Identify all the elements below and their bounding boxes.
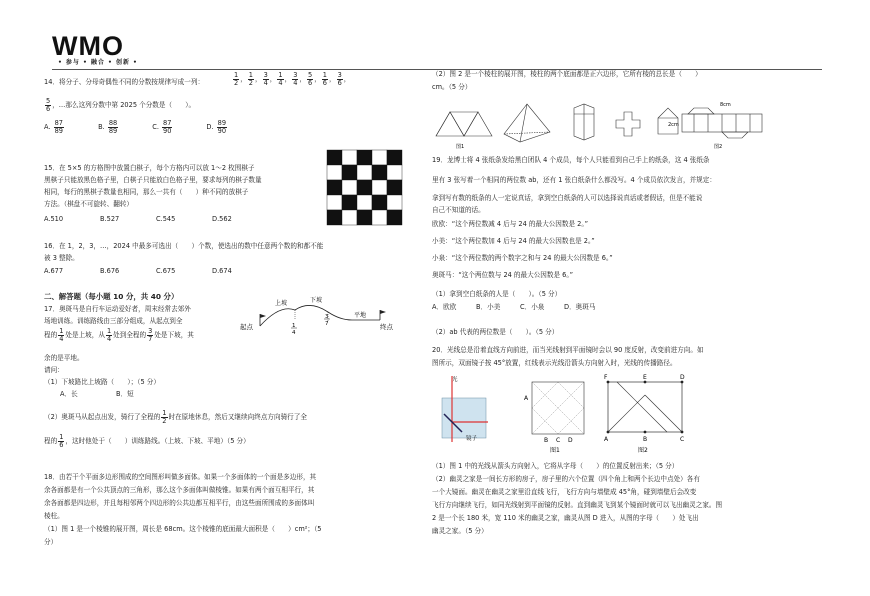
fig1-label-c: C	[556, 437, 561, 444]
q20-sub2-line3: 飞行方向继续飞行，如同光线射到平面镜的反射。直到幽灵飞到某个镜面时就可以飞出幽灵之家。图	[432, 501, 723, 509]
q16-option-a[interactable]: A.677	[44, 267, 64, 275]
q20-sub2-line2: 一个大镜面。幽灵在幽灵之家里沿直线飞行，飞行方向与墙壁成 45°角，碰到墙壁后会改变	[432, 488, 697, 496]
q14-fraction: $\frac{3}{4}$	[293, 71, 298, 87]
board-cell	[387, 195, 402, 210]
fig-top-length: 8cm	[720, 102, 731, 108]
q19-sub2: （2）ab 代表的两位数是（ ）。（5 分）	[432, 328, 559, 336]
q17-option-b[interactable]: B．短	[116, 390, 134, 398]
route-start-label: 起点	[240, 323, 253, 331]
board-cell	[372, 180, 387, 195]
board-cell	[342, 165, 357, 180]
q16-line2: 被 3 整除。	[44, 254, 79, 262]
left-column	[44, 70, 404, 590]
board-cell	[327, 150, 342, 165]
fig2-caption: 图2	[638, 447, 648, 454]
board-cell	[387, 150, 402, 165]
fig2-label-b: B	[643, 436, 648, 443]
wmo-logo: WMO	[52, 31, 124, 61]
q20-sub1: （1）图 1 中的光线从箭头方向射入，它将从字母（ ）的位置反射出来；（5 分）	[432, 462, 679, 470]
q18b-line1: （2）图 2 是一个棱柱的展开图，棱柱的两个底面都是正六边形，它所有棱的总长是（ ）	[432, 70, 702, 78]
board-cell	[372, 150, 387, 165]
q17-ask: 请问：	[44, 366, 64, 374]
q19-sub1-options	[432, 303, 595, 311]
q18-line4: 棱柱。	[44, 512, 64, 520]
fig1-caption: 图1	[550, 447, 560, 454]
fig1-label-a: A	[524, 395, 529, 402]
board-cell	[372, 210, 387, 225]
q14-stem: 14．将分子、分母奇偶性不同的分数按规律写成一列：	[44, 78, 205, 86]
q15-line1: 15．在 5×5 的方格图中放置白棋子，每个方格内可以放 1～2 枚围棋子	[44, 164, 255, 172]
route-downhill-label: 下坡	[310, 297, 323, 304]
q17-sub1: （1）下坡路比上坡路（ ）；（5 分）	[44, 378, 160, 386]
q18-line3: 余各面都是四边形，并且每相邻两个四边形的公共边都互相平行，由这些面所围成的多面体叫	[44, 499, 315, 507]
board-cell	[327, 210, 342, 225]
fig2-label-f: F	[604, 374, 608, 381]
q14-option-c[interactable]: C. $\frac{87}{90}$	[152, 119, 172, 135]
q14-options	[44, 120, 258, 134]
route-uphill-label: 上坡	[275, 300, 288, 307]
q14-option-a[interactable]: A. $\frac{87}{89}$	[44, 119, 63, 135]
q14-option-d[interactable]: D. $\frac{89}{90}$	[206, 119, 227, 135]
fig2-caption: 图2	[714, 144, 723, 150]
q14-line2: $\frac{5}{6}$ ，…那么这列分数中第 2025 个分数是（ ）。	[46, 97, 196, 113]
route-mark1-den: 4	[292, 330, 296, 336]
q19-aobanma: 奥斑马：“这个两位数与 24 的最大公因数是 6。”	[432, 271, 574, 279]
fig2-label-d: D	[680, 374, 685, 381]
q15-option-a[interactable]: A.510	[44, 215, 64, 223]
q16-line1: 16．在 1，2，3，…，2024 中最多可选出（ ）个数，使选出的数中任意两个数的和都不能	[44, 242, 324, 250]
board-cell	[357, 150, 372, 165]
slogan: • 参与 • 融合 • 创新 •	[58, 59, 138, 66]
board-cell	[342, 150, 357, 165]
q20-sub2-line5: 幽灵之家。（5 分）	[432, 527, 488, 535]
q16-option-b[interactable]: B.676	[100, 267, 120, 275]
q16-option-d[interactable]: D.674	[212, 267, 232, 275]
q15-line2: 黑棋子只能放黑色格子里，白棋子只能放白色格子里，要求每列的棋子数量	[44, 176, 262, 184]
q20-sub2-line1: （2）幽灵之家是一间长方形的房子，房子里的六个位置（四个角上和两个长边中点处）各有	[432, 475, 700, 483]
q15-line4: 方法。（棋盘不可旋转、翻转）	[44, 200, 134, 208]
q15-option-d[interactable]: D.562	[212, 215, 232, 223]
q18-line6: 分）	[44, 538, 58, 546]
q19-option-d[interactable]: D．奥斑马	[564, 303, 596, 311]
q16-options	[44, 267, 268, 275]
board-cell	[387, 180, 402, 195]
q18-line1: 18．由若干个平面多边形围成的空间图形叫做多面体。如果一个多面体的一个面是多边形，其	[44, 473, 317, 481]
board-cell	[357, 210, 372, 225]
q18b-line2: cm。（5 分）	[432, 83, 472, 91]
q17-sub1-options	[60, 390, 134, 398]
fig2-label-c: C	[680, 436, 685, 443]
q15-options	[44, 215, 268, 223]
q19-line3: 拿到写有数的纸条的人一定说真话，拿到空白纸条的人可以选择说真话或者假话，但是不能说	[432, 194, 703, 202]
q16-option-c[interactable]: C.675	[156, 267, 176, 275]
q15-line3: 相同，每行的黑棋子数量也相同，那么一共有（ ）种不同的放棋子	[44, 188, 249, 196]
q19-option-c[interactable]: C．小泉	[520, 303, 545, 311]
q14-fraction: $\frac{1}{6}$	[322, 71, 327, 87]
mirror-label: 镜子	[466, 436, 478, 442]
right-column	[432, 70, 832, 590]
q20-sub2-line4: 2 是一个长 180 米，宽 110 米的幽灵之家，幽灵从图 D 进入，从图的字母（ ）处飞出	[432, 514, 699, 522]
q14-fraction: $\frac{1}{2}$	[248, 71, 253, 87]
fig1-label-d: D	[568, 437, 573, 444]
q19-sub1: （1）拿到空白纸条的人是（ ）。（5 分）	[432, 290, 562, 298]
q14-fraction-list: $\frac{1}{2}$ ， $\frac{1}{2}$ ， $\frac{3}{4}$ ， $\frac{1}{4}$ ， $\frac{3}{4}$ ， $\frac{5}{6}$ ， $\frac{1}{6}$ ， $\frac{3}{6}$ ，	[234, 71, 351, 87]
board-cell	[387, 165, 402, 180]
route-mark1-num: 1	[292, 323, 296, 329]
polyhedron-figures	[432, 96, 772, 152]
q19-xiaomei: 小美：“这个两位数加 4 后与 24 的最大公因数也是 2。”	[432, 237, 595, 245]
q15-option-c[interactable]: C.545	[156, 215, 176, 223]
q14-fraction: $\frac{3}{6}$	[337, 71, 342, 87]
route-end-label: 终点	[380, 323, 393, 331]
board-cell	[357, 180, 372, 195]
q19-option-b[interactable]: B．小美	[476, 303, 501, 311]
fig2-label-e: E	[643, 374, 647, 381]
q17-sub2-line2: 程的 $\frac{1}{6}$ ，这时他处于（ ）训练路线。（上坡、下坡、平地）（5 分）	[44, 433, 250, 449]
section-2-title: 二、解答题（每小题 10 分，共 40 分）	[44, 292, 179, 301]
fig1-label-b: B	[544, 437, 549, 444]
route-diagram	[240, 298, 405, 334]
q17-option-a[interactable]: A．长	[60, 390, 78, 398]
mirror-figures	[432, 372, 692, 454]
q14-frac-first: $\frac{5}{6}$	[46, 97, 51, 113]
board-cell	[342, 180, 357, 195]
q15-option-b[interactable]: B.527	[100, 215, 120, 223]
q17-line4: 余的是平地。	[44, 354, 84, 362]
board-cell	[372, 195, 387, 210]
light-label: 光	[452, 377, 458, 383]
q17-line1: 17．奥斑马是自行车运动爱好者，周末经常去郊外	[44, 305, 191, 313]
q19-line2: 里有 3 张写着一个相同的两位数 ab，还有 1 张白纸条什么都没写。4 个成员依次发言，并规定：	[432, 176, 716, 184]
q18-line5: （1）图 1 是一个棱锥的展开图，周长是 68cm。这个棱锥的底面最大面积是（ ）cm²；（5	[44, 525, 322, 533]
fig1-caption: 图1	[456, 144, 465, 150]
q14-fraction: $\frac{1}{2}$	[234, 71, 239, 87]
board-cell	[357, 165, 372, 180]
board-cell	[372, 165, 387, 180]
q20-line2: 图所示，双面镜子按 45°放置，红线表示光线沿箭头方向射入时，光线的传播路径。	[432, 359, 677, 367]
board-cell	[327, 165, 342, 180]
fig2-label-a: A	[604, 436, 609, 443]
board-cell	[327, 195, 342, 210]
q19-line4: 自己不知道的话。	[432, 206, 485, 214]
q19-oou: 欧欧：“这个两位数减 4 后与 24 的最大公因数是 2。”	[432, 220, 589, 228]
board-cell	[327, 180, 342, 195]
q19-line1: 19．龙博士将 4 张纸条发给黑白团队 4 个成员，每个人只能看到自己手上的纸条，这 4 张纸条	[432, 156, 710, 164]
q19-option-a[interactable]: A．欧欧	[432, 303, 457, 311]
q14-fraction: $\frac{3}{4}$	[263, 71, 268, 87]
route-mark2-den: 7	[325, 321, 329, 327]
fig-side-length: 2cm	[668, 122, 679, 128]
board-cell	[342, 210, 357, 225]
q17-line3: 程的 $\frac{1}{4}$ 处是上坡，从 $\frac{1}{4}$ 处到全程的 $\frac{3}{7}$ 处是下坡，其	[44, 327, 194, 343]
board-cell	[387, 210, 402, 225]
q17-sub2-line1: （2）奥斑马从起点出发，骑行了全程的 $\frac{1}{2}$ 时在原地休息，然后又继续向终点方向骑行了全	[44, 409, 307, 425]
q19-xiaoquan: 小泉：“这个两位数的两个数字之和与 24 的最大公因数是 6。”	[432, 254, 613, 262]
checkerboard-figure	[327, 150, 402, 225]
q18-line2: 余各面都是有一个公共顶点的三角形，那么这个多面体叫做棱锥。如果有两个面互相平行，其	[44, 486, 315, 494]
route-mark2-num: 3	[325, 314, 329, 320]
q20-line1: 20．光线总是沿着直线方向前进，而当光线射到平面镜时会以 90 度反射，改变前进方向。如	[432, 346, 704, 354]
q14-fraction: $\frac{5}{6}$	[307, 71, 313, 87]
route-flat-label: 平地	[354, 312, 367, 319]
q14-option-b[interactable]: B. $\frac{88}{89}$	[98, 119, 118, 135]
q17-line2: 场地训练。训练路线由三部分组成，从起点到全	[44, 317, 183, 325]
board-cell	[357, 195, 372, 210]
q14-fraction: $\frac{1}{4}$	[278, 71, 283, 87]
board-cell	[342, 195, 357, 210]
